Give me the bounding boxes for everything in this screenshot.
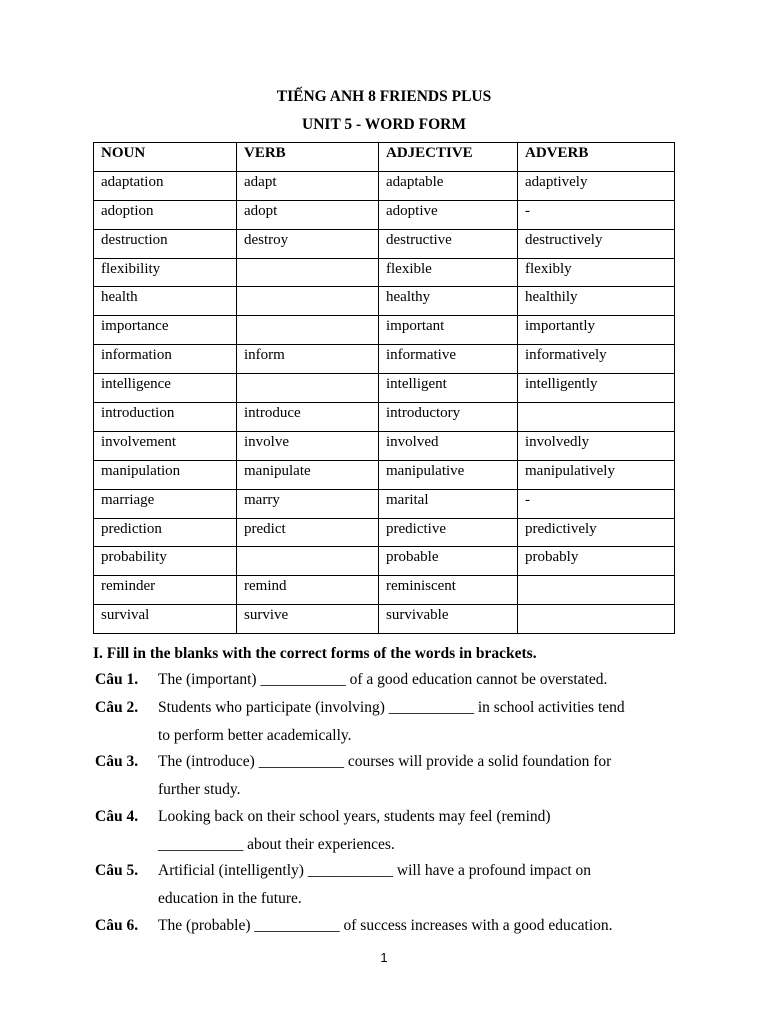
table-header-row (94, 143, 675, 172)
table-row (94, 374, 675, 403)
table-cell: adapt (237, 171, 379, 200)
table-cell (237, 287, 379, 316)
table-cell (237, 316, 379, 345)
table-row (94, 460, 675, 489)
table-cell: - (518, 489, 675, 518)
question-text-line: Artificial (intelligently) ___________ will have a profound impact on (158, 862, 592, 879)
table-cell: involvedly (518, 431, 675, 460)
table-cell: predict (237, 518, 379, 547)
table-row (94, 518, 675, 547)
table-cell: survival (94, 605, 237, 634)
table-cell: prediction (94, 518, 237, 547)
table-cell: involvement (94, 431, 237, 460)
header-adverb: ADVERB (518, 143, 675, 172)
question-label: Câu 3. (95, 753, 139, 770)
table-cell: marital (379, 489, 518, 518)
table-row (94, 403, 675, 432)
table-row (94, 200, 675, 229)
table-cell: probable (379, 547, 518, 576)
table-cell: inform (237, 345, 379, 374)
table-cell: adopt (237, 200, 379, 229)
question-text-line: The (introduce) ___________ courses will provide a solid foundation for (158, 753, 612, 770)
question-text-line: The (important) ___________ of a good education cannot be overstated. (158, 671, 608, 688)
table-cell: adaptation (94, 171, 237, 200)
table-cell (518, 605, 675, 634)
question-label: Câu 6. (95, 917, 139, 934)
table-cell: introductory (379, 403, 518, 432)
table-cell: intelligence (94, 374, 237, 403)
header-verb: VERB (237, 143, 379, 172)
table-cell: probably (518, 547, 675, 576)
table-cell: importantly (518, 316, 675, 345)
table-row (94, 316, 675, 345)
table-row (94, 287, 675, 316)
question-text-line: ___________ about their experiences. (158, 835, 395, 853)
header-adjective: ADJECTIVE (379, 143, 518, 172)
table-cell: reminder (94, 576, 237, 605)
table-cell: important (379, 316, 518, 345)
table-cell: probability (94, 547, 237, 576)
table-cell: marriage (94, 489, 237, 518)
question-text-line: The (probable) ___________ of success increases with a good education. (158, 917, 613, 934)
question-text-line: education in the future. (158, 889, 302, 907)
table-cell (237, 258, 379, 287)
table-cell (237, 374, 379, 403)
table-row (94, 547, 675, 576)
table-cell: involve (237, 431, 379, 460)
table-cell: informatively (518, 345, 675, 374)
table-cell: introduction (94, 403, 237, 432)
table-cell: manipulation (94, 460, 237, 489)
question-label: Câu 4. (95, 808, 139, 825)
table-cell: flexibly (518, 258, 675, 287)
table-cell: importance (94, 316, 237, 345)
table-cell: healthy (379, 287, 518, 316)
table-cell: marry (237, 489, 379, 518)
table-cell: flexible (379, 258, 518, 287)
question-label: Câu 1. (95, 671, 139, 688)
question-text-line: further study. (158, 780, 241, 798)
question-label: Câu 2. (95, 699, 139, 716)
table-cell: intelligent (379, 374, 518, 403)
table-cell: remind (237, 576, 379, 605)
table-cell: adaptable (379, 171, 518, 200)
table-row (94, 576, 675, 605)
word-form-table (93, 142, 675, 634)
question-text-line: Students who participate (involving) ___________ in school activities tend (158, 699, 625, 716)
table-cell: manipulatively (518, 460, 675, 489)
table-row (94, 171, 675, 200)
question-text-line: Looking back on their school years, students may feel (remind) (158, 808, 551, 825)
table-cell (518, 576, 675, 605)
table-row (94, 431, 675, 460)
question-text-line: to perform better academically. (158, 726, 352, 744)
table-cell: intelligently (518, 374, 675, 403)
exercise-heading: I. Fill in the blanks with the correct forms of the words in brackets. (93, 645, 537, 662)
table-cell: informative (379, 345, 518, 374)
word-form-table-body (94, 171, 675, 633)
table-cell: predictively (518, 518, 675, 547)
question-label: Câu 5. (95, 862, 139, 879)
table-cell (518, 403, 675, 432)
table-cell: survivable (379, 605, 518, 634)
table-row (94, 489, 675, 518)
table-row (94, 258, 675, 287)
table-cell: destruction (94, 229, 237, 258)
table-cell: adoptive (379, 200, 518, 229)
table-cell (237, 547, 379, 576)
table-cell: reminiscent (379, 576, 518, 605)
table-cell: information (94, 345, 237, 374)
table-cell: survive (237, 605, 379, 634)
table-cell: involved (379, 431, 518, 460)
page-number: 1 (380, 950, 388, 965)
table-cell: manipulate (237, 460, 379, 489)
document-subtitle: UNIT 5 - WORD FORM (302, 116, 466, 133)
document-title: TIẾNG ANH 8 FRIENDS PLUS (276, 88, 492, 105)
table-row (94, 605, 675, 634)
table-cell: introduce (237, 403, 379, 432)
table-cell: destructive (379, 229, 518, 258)
table-cell: health (94, 287, 237, 316)
table-cell: destructively (518, 229, 675, 258)
table-row (94, 229, 675, 258)
table-cell: adaptively (518, 171, 675, 200)
header-noun: NOUN (94, 143, 237, 172)
table-cell: healthily (518, 287, 675, 316)
table-cell: flexibility (94, 258, 237, 287)
table-row (94, 345, 675, 374)
table-cell: destroy (237, 229, 379, 258)
table-cell: manipulative (379, 460, 518, 489)
table-cell: predictive (379, 518, 518, 547)
table-cell: adoption (94, 200, 237, 229)
table-cell: - (518, 200, 675, 229)
